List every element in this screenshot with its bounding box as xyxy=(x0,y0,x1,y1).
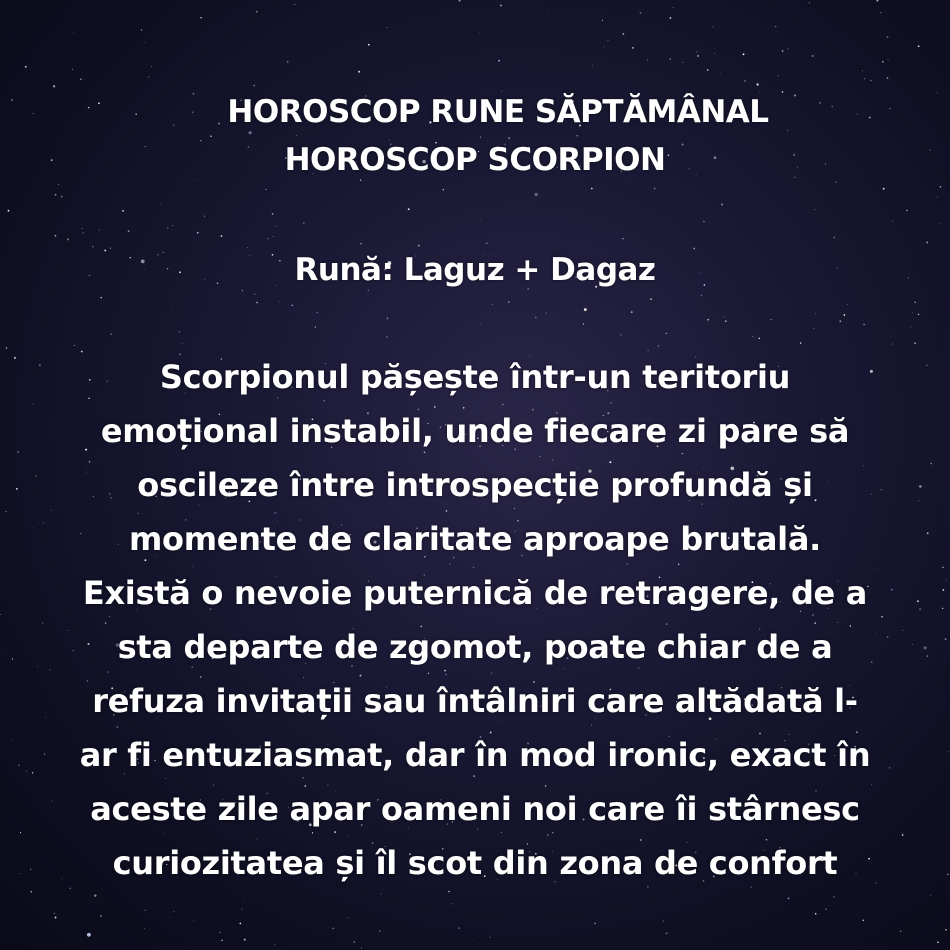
body-line: refuza invitații sau întâlniri care altădată l- xyxy=(92,682,858,720)
body-line: Scorpionul pășește într-un teritoriu xyxy=(159,358,791,396)
page-title: HOROSCOP RUNE SĂPTĂMÂNAL xyxy=(227,94,769,130)
body-line: Există o nevoie puternică de retragere, de a xyxy=(82,574,868,612)
body-line: emoțional instabil, unde fiecare zi pare să xyxy=(100,412,850,450)
body-line: curiozitatea și îl scot din zona de confort xyxy=(112,844,838,882)
body-line: momente de claritate aproape brutală. xyxy=(129,520,821,558)
body-line: oscileze între introspecție profundă și xyxy=(137,466,813,504)
rune-label: Rună: Laguz + Dagaz xyxy=(294,252,656,288)
body-line: sta departe de zgomot, poate chiar de a xyxy=(117,628,833,666)
body-line: ar fi entuziasmat, dar în mod ironic, exact în xyxy=(79,736,871,774)
body-line: aceste zile apar oameni noi care îi stârnesc xyxy=(90,790,860,828)
page-subtitle: HOROSCOP SCORPION xyxy=(284,142,666,178)
